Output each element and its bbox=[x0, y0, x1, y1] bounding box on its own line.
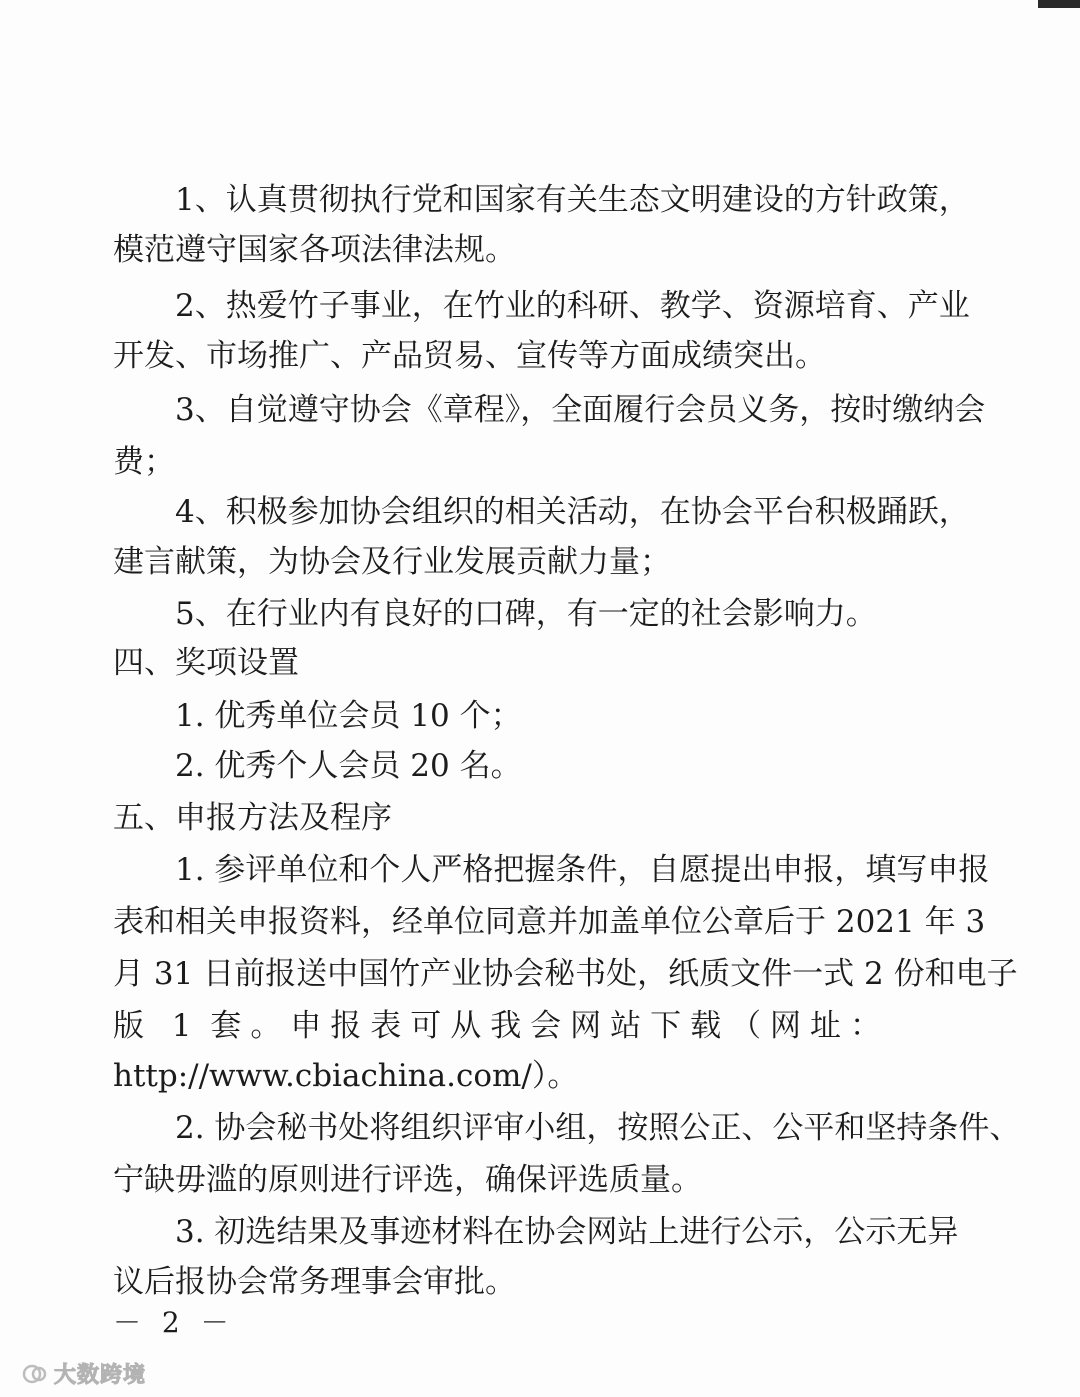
procedure-3-line-1: 3. 初选结果及事迹材料在协会网站上进行公示，公示无异 bbox=[175, 1214, 959, 1250]
condition-5-line: 5、在行业内有良好的口碑，有一定的社会影响力。 bbox=[175, 596, 877, 632]
section-5-heading: 五、申报方法及程序 bbox=[113, 800, 392, 836]
condition-1-line-2: 模范遵守国家各项法律法规。 bbox=[113, 232, 516, 268]
condition-4-line-1: 4、积极参加协会组织的相关活动，在协会平台积极踊跃， bbox=[175, 494, 970, 530]
procedure-1-line-1: 1. 参评单位和个人严格把握条件，自愿提出申报，填写申报 bbox=[175, 852, 990, 888]
condition-2-line-2: 开发、市场推广、产品贸易、宣传等方面成绩突出。 bbox=[113, 338, 826, 374]
website-url: http://www.cbiachina.com/）。 bbox=[113, 1058, 579, 1094]
procedure-3-line-2: 议后报协会常务理事会审批。 bbox=[113, 1264, 516, 1300]
watermark-logo-icon bbox=[22, 1361, 48, 1387]
scan-edge-mark bbox=[1038, 0, 1080, 8]
condition-2-line-1: 2、热爱竹子事业，在竹业的科研、教学、资源培育、产业 bbox=[175, 288, 970, 324]
watermark-text: 大数跨境 bbox=[54, 1363, 147, 1388]
condition-4-line-2: 建言献策，为协会及行业发展贡献力量； bbox=[113, 544, 671, 580]
procedure-1-line-4: 版 1 套。申报表可从我会网站下载（网址： bbox=[113, 1008, 881, 1044]
procedure-2-line-2: 宁缺毋滥的原则进行评选，确保评选质量。 bbox=[113, 1162, 702, 1198]
condition-3-line-2: 费； bbox=[113, 444, 175, 480]
procedure-1-line-3: 月 31 日前报送中国竹产业协会秘书处，纸质文件一式 2 份和电子 bbox=[113, 956, 1018, 992]
procedure-1-line-2: 表和相关申报资料，经单位同意并加盖单位公章后于 2021 年 3 bbox=[113, 904, 986, 940]
award-1: 1. 优秀单位会员 10 个； bbox=[175, 698, 522, 734]
section-4-heading: 四、奖项设置 bbox=[113, 645, 299, 681]
condition-3-line-1: 3、自觉遵守协会《章程》，全面履行会员义务，按时缴纳会 bbox=[175, 392, 986, 428]
procedure-2-line-1: 2. 协会秘书处将组织评审小组，按照公正、公平和坚持条件、 bbox=[175, 1110, 1021, 1146]
award-2: 2. 优秀个人会员 20 名。 bbox=[175, 748, 522, 784]
page-number: － 2 － bbox=[113, 1306, 235, 1339]
condition-1-line-1: 1、认真贯彻执行党和国家有关生态文明建设的方针政策， bbox=[175, 182, 970, 218]
watermark bbox=[22, 1358, 146, 1389]
